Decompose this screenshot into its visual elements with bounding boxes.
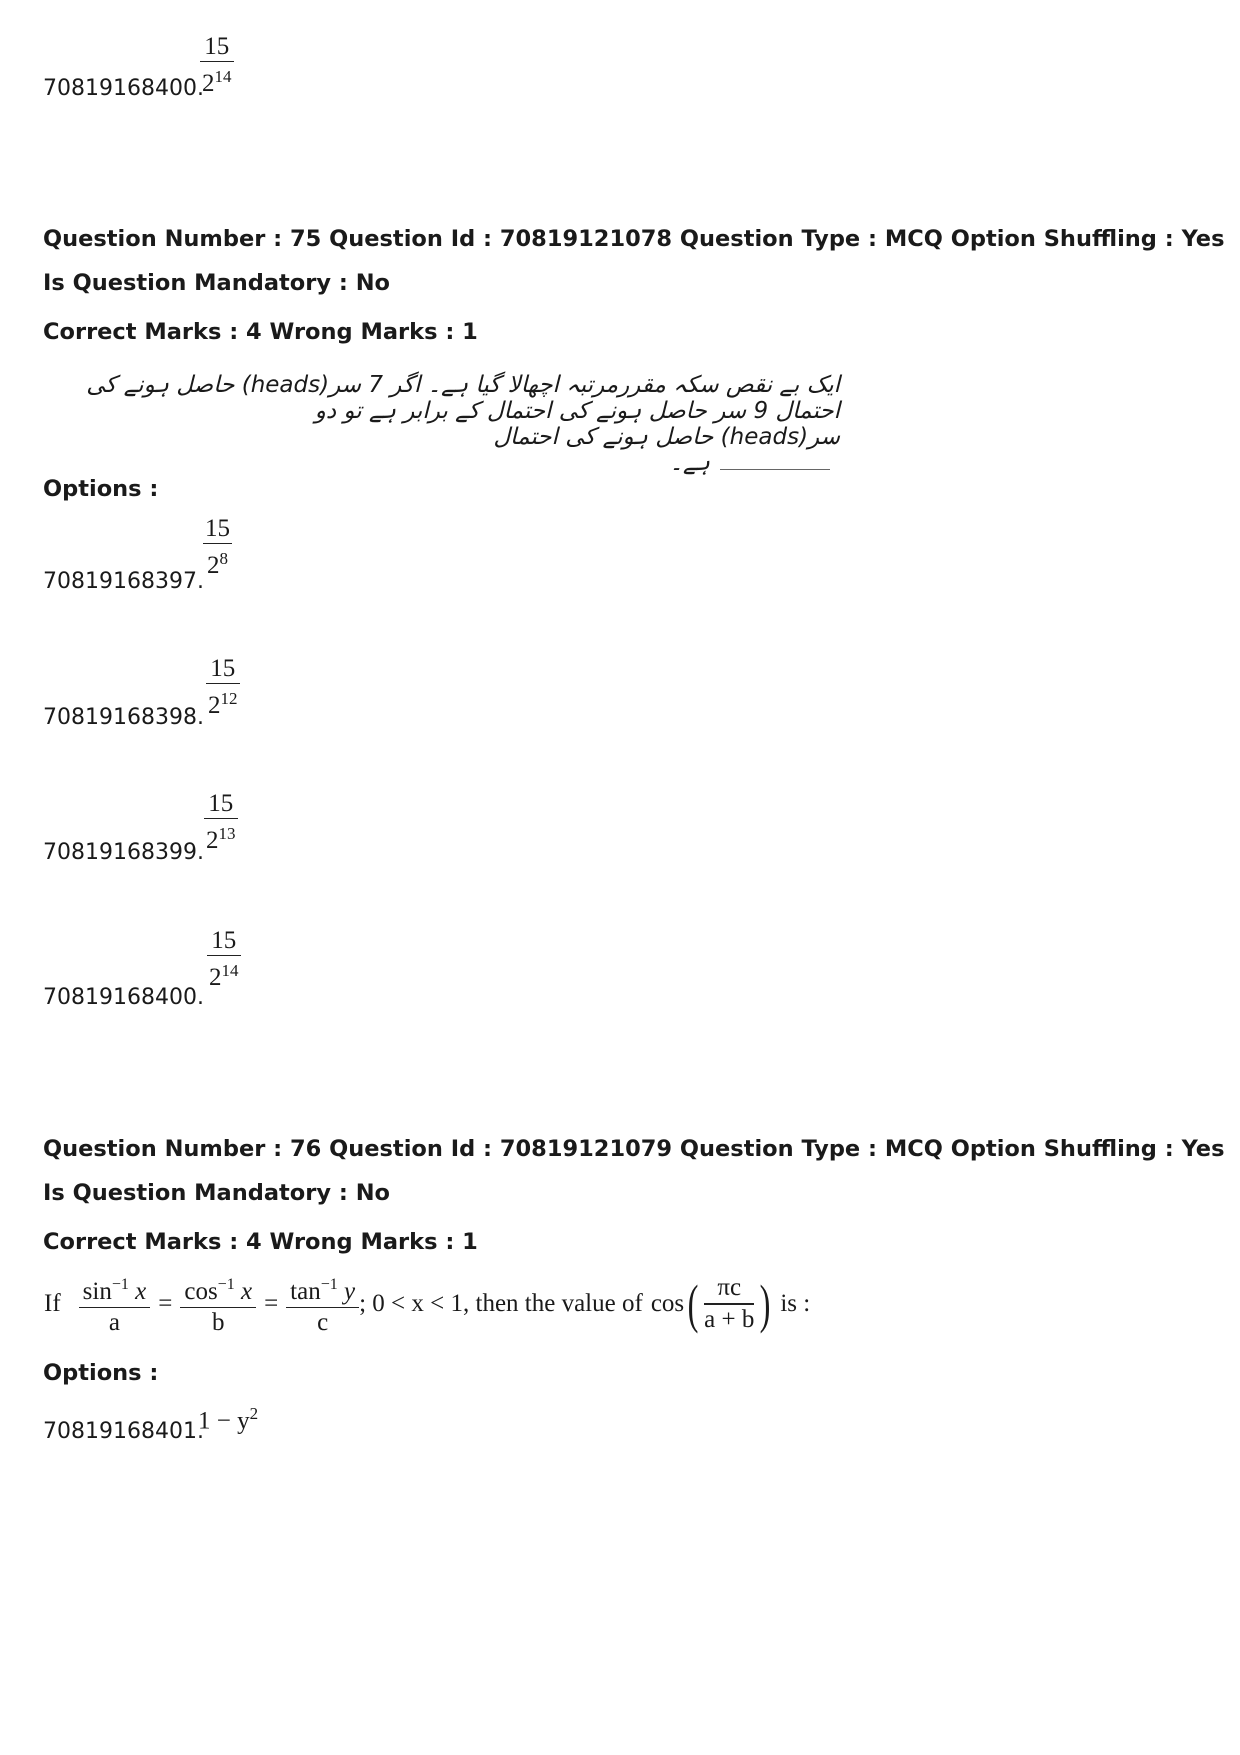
option-fraction: 15 $2^8$ — [205, 515, 230, 580]
question-marks: Correct Marks : 4 Wrong Marks : 1 — [43, 319, 478, 345]
question-text-line-2: سر(heads) حاصل ہونے کی احتمالہے۔ — [493, 424, 840, 476]
fraction-sin-inverse: $\sin^{-1} x$ a — [79, 1270, 151, 1338]
options-label: Options : — [43, 476, 159, 502]
question-mandatory: Is Question Mandatory : No — [43, 270, 390, 296]
option-id: 70819168397. — [43, 569, 204, 594]
options-label: Options : — [43, 1360, 159, 1386]
question-mandatory: Is Question Mandatory : No — [43, 1180, 390, 1206]
fraction-pi-c: πc a + b — [704, 1274, 755, 1333]
option-fraction: 15 $2^{13}$ — [206, 790, 236, 855]
fraction-denominator: $2^{14}$ — [202, 67, 232, 98]
fraction-tan-inverse: $\tan^{-1} y$ c — [286, 1270, 359, 1338]
option-id: 70819168398. — [43, 705, 204, 730]
question-marks: Correct Marks : 4 Wrong Marks : 1 — [43, 1229, 478, 1255]
option-id: 70819168400. — [43, 985, 204, 1010]
option-fraction — [200, 33, 234, 99]
question-text-line-1: ایک بے نقص سکہ مقررمرتبہ اچھالا گیا ہے۔ اگر 7 سر(heads) حاصل ہونے کی احتمال 9 سر حاصل ہونے کی احتمال کے برابر ہے تو دو — [86, 372, 840, 424]
option-fraction: 15 $2^{14}$ — [209, 927, 239, 992]
answer-blank — [720, 453, 830, 470]
option-expression: $1 - y^2$ — [198, 1404, 259, 1435]
option-id: 70819168401. — [43, 1419, 204, 1444]
option-fraction: 15 $2^{12}$ — [208, 655, 238, 720]
question-header: Question Number : 75 Question Id : 70819121078 Question Type : MCQ Option Shuffling : Yes — [43, 226, 1225, 252]
option-id: 70819168399. — [43, 840, 204, 865]
question-header: Question Number : 76 Question Id : 70819121079 Question Type : MCQ Option Shuffling : Yes — [43, 1136, 1225, 1162]
fraction-numerator: 15 — [204, 33, 230, 60]
question-equation: If $\sin^{-1} x$ a = $\cos^{-1} x$ b = $\tan^{-1} y$ c ; 0 < x < 1, then the value of cos ( πc a + b ) is : — [44, 1268, 810, 1340]
option-id: 70819168400. — [43, 76, 204, 101]
fraction-cos-inverse: $\cos^{-1} x$ b — [180, 1270, 256, 1338]
